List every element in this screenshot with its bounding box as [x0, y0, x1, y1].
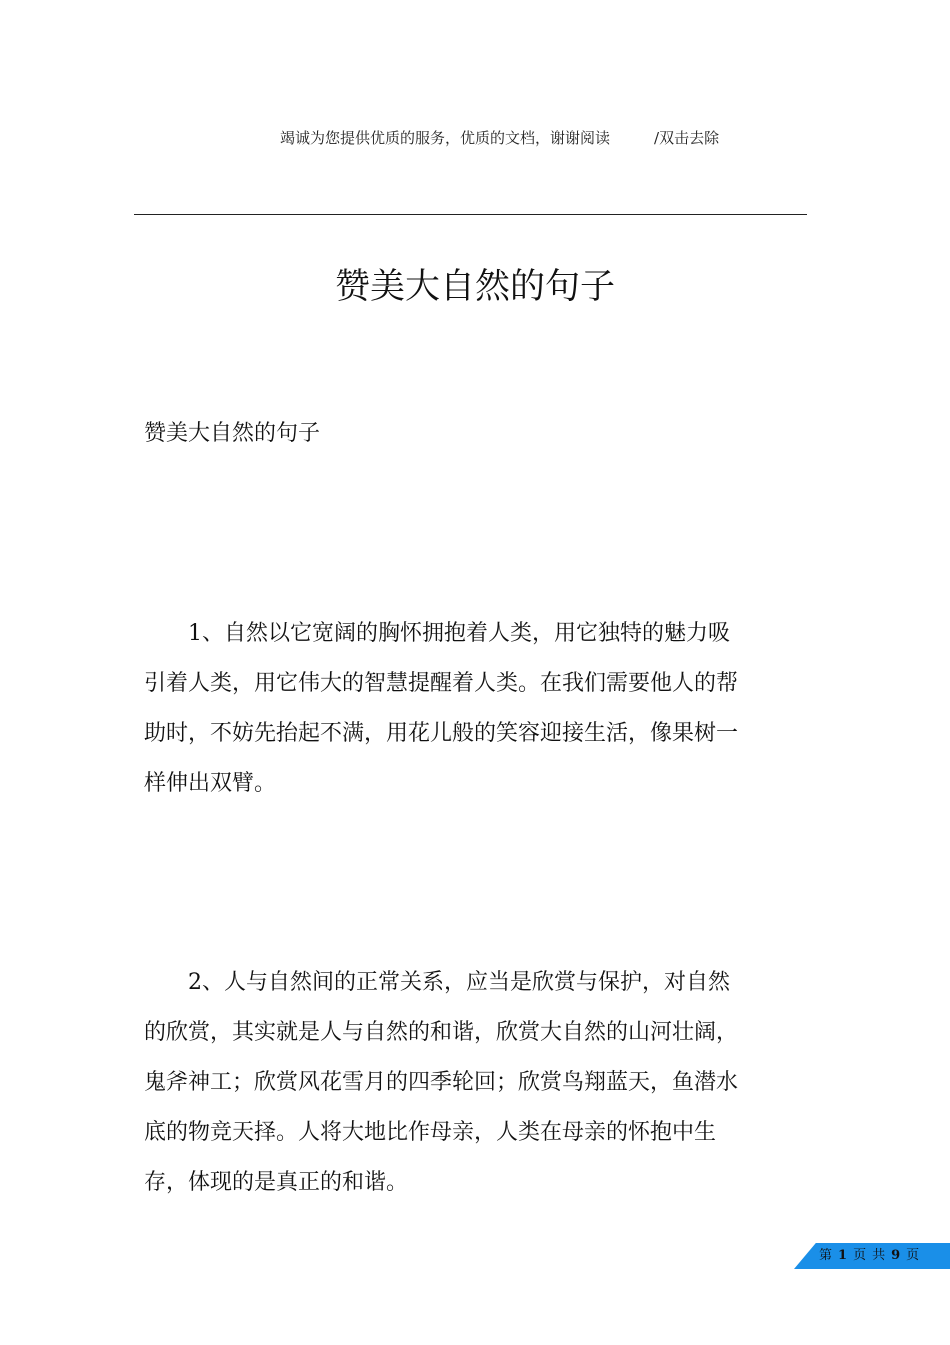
pager-page-word: 页 [853, 1248, 867, 1263]
pager-current: 1 [838, 1248, 848, 1263]
pager-total-word: 共 [872, 1248, 886, 1263]
pager-prefix: 第 [819, 1248, 833, 1263]
remove-hint[interactable]: /双击去除 [654, 129, 720, 147]
pager-total: 9 [891, 1248, 901, 1263]
paragraph-1: 1、自然以它宽阔的胸怀拥抱着人类，用它独特的魅力吸引着人类，用它伟大的智慧提醒着人类。在我们需要他人的帮助时，不妨先抬起不满，用花儿般的笑容迎接生活，像果树一样伸出双臂。 [144, 621, 739, 796]
paragraph-2: 2、人与自然间的正常关系，应当是欣赏与保护，对自然的欣赏，其实就是人与自然的和谐，欣赏大自然的山河壮阔，鬼斧神工；欣赏风花雪月的四季轮回；欣赏鸟翔蓝天，鱼潜水底的物竞天择。人将大地比作母亲，人类在母亲的怀抱中生存，体现的是真正的和谐。 [144, 970, 739, 1195]
header-note-text: 竭诚为您提供优质的服务，优质的文档，谢谢阅读 [280, 129, 611, 147]
pager-suffix: 页 [906, 1248, 920, 1263]
header-note [280, 127, 719, 148]
header-divider [134, 214, 807, 215]
document-subtitle: 赞美大自然的句子 [144, 421, 321, 446]
document-title: 赞美大自然的句子 [334, 267, 615, 307]
page-indicator [819, 1243, 925, 1269]
